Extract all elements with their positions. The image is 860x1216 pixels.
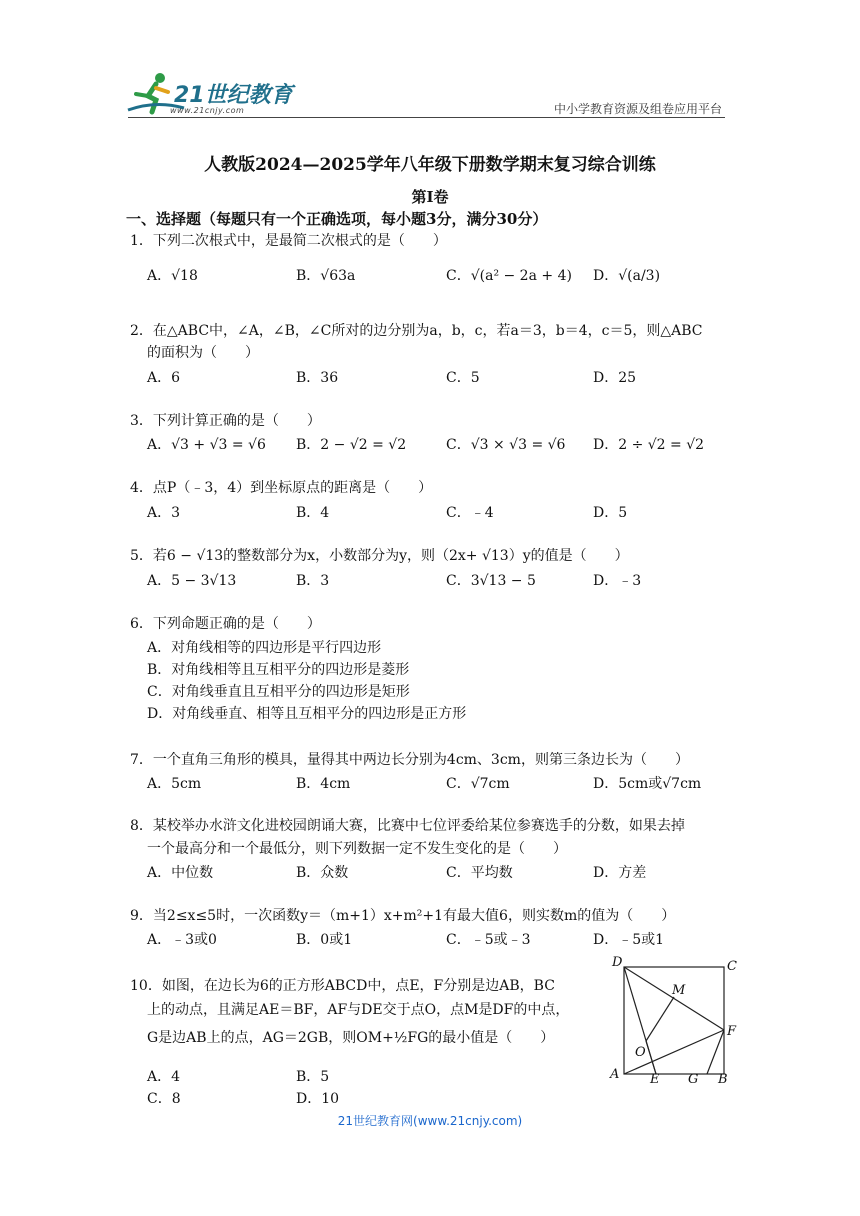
question-10-stem: 10．如图，在边长为6的正方形ABCD中，点E，F分别是边AB，BC: [130, 978, 555, 994]
question-9-option-d: D．﹣5或1: [593, 932, 665, 948]
question-5-option-a: A．5 − 3√13: [147, 573, 237, 589]
segment-om: [646, 997, 674, 1041]
header-platform-text: 中小学教育资源及组卷应用平台: [553, 102, 722, 116]
section-heading: 一、选择题（每题只有一个正确选项，每小题3分，满分30分）: [126, 210, 548, 228]
question-5-option-b: B．3: [296, 573, 330, 589]
question-3-option-b: B．2 − √2 = √2: [296, 437, 407, 453]
question-10-stem-line2: 上的动点，且满足AE＝BF，AF与DE交于点O，点M是DF的中点，: [147, 1002, 570, 1018]
question-8-stem: 8．某校举办水浒文化进校园朗诵大赛，比赛中七位评委给某位参赛选手的分数，如果去掉: [130, 818, 685, 834]
question-2-option-d: D．25: [593, 370, 637, 386]
question-6-option-b: B．对角线相等且互相平分的四边形是菱形: [147, 662, 410, 678]
question-10-option-d: D．10: [296, 1091, 340, 1107]
question-6-option-c: C．对角线垂直且互相平分的四边形是矩形: [147, 684, 410, 700]
question-3-option-d: D．2 ÷ √2 = √2: [593, 437, 705, 453]
label-a: A: [610, 1067, 620, 1082]
question-4-stem: 4．点P（﹣3，4）到坐标原点的距离是（ ）: [130, 480, 433, 496]
question-4-option-b: B．4: [296, 505, 330, 521]
question-8-option-a: A．中位数: [147, 865, 214, 881]
question-1-option-c: C．√(a² − 2a + 4): [446, 268, 572, 284]
question-7-option-a: A．5cm: [147, 776, 202, 792]
question-5-option-d: D．﹣3: [593, 573, 642, 589]
question-4-option-d: D．5: [593, 505, 628, 521]
question-2-option-c: C．5: [446, 370, 480, 386]
header-divider: [128, 117, 725, 118]
question-2-option-a: A．6: [147, 370, 181, 386]
question-9-stem: 9．当2≤x≤5时，一次函数y＝（m+1）x+m²+1有最大值6，则实数m的值为（ ）: [130, 908, 676, 924]
question-5-stem: 5．若6 − √13的整数部分为x，小数部分为y，则（2x+ √13）y的值是（ ）: [130, 548, 629, 564]
question-1-option-d: D．√(a/3): [593, 268, 661, 284]
question-10-option-c: C．8: [147, 1091, 181, 1107]
question-2-stem: 2．在△ABC中，∠A，∠B，∠C所对的边分别为a，b，c，若a＝3，b＝4，c＝5，则△ABC: [130, 323, 703, 339]
question-4-option-c: C．﹣4: [446, 505, 494, 521]
label-d: D: [612, 955, 623, 970]
question-1-option-a: A．√18: [147, 268, 198, 284]
question-7-option-d: D．5cm或√7cm: [593, 776, 702, 792]
page-title: 人教版2024—2025学年八年级下册数学期末复习综合训练: [204, 155, 656, 175]
question-10-option-b: B．5: [296, 1069, 330, 1085]
logo-text: 21世纪教育: [174, 83, 293, 108]
question-9-option-b: B．0或1: [296, 932, 353, 948]
question-8-stem-line2: 一个最高分和一个最低分，则下列数据一定不发生变化的是（ ）: [147, 841, 567, 857]
label-g: G: [688, 1072, 699, 1087]
question-4-option-a: A．3: [147, 505, 181, 521]
segment-oe: [646, 1041, 656, 1074]
page-footer: 21世纪教育网(www.21cnjy.com): [337, 1114, 523, 1128]
logo: [126, 70, 296, 116]
question-6-stem: 6．下列命题正确的是（ ）: [130, 616, 321, 632]
question-8-option-c: C．平均数: [446, 865, 513, 881]
question-8-option-b: B．众数: [296, 865, 349, 881]
question-9-option-a: A．﹣3或0: [147, 932, 217, 948]
question-3-stem: 3．下列计算正确的是（ ）: [130, 413, 321, 429]
question-7-option-b: B．4cm: [296, 776, 351, 792]
page-subtitle: 第Ⅰ卷: [411, 188, 449, 206]
question-10-stem-line3: G是边AB上的点，AG＝2GB，则OM+½FG的最小值是（ ）: [147, 1030, 555, 1046]
question-10-option-a: A．4: [147, 1069, 181, 1085]
label-f: F: [727, 1024, 737, 1039]
question-9-option-c: C．﹣5或﹣3: [446, 932, 531, 948]
question-6-option-a: A．对角线相等的四边形是平行四边形: [147, 640, 382, 656]
question-1-stem: 1．下列二次根式中，是最简二次根式的是（ ）: [130, 233, 447, 249]
question-2-option-b: B．36: [296, 370, 339, 386]
label-m: M: [672, 983, 686, 998]
segment-df: [624, 967, 724, 1030]
label-c: C: [727, 959, 737, 974]
question-2-stem-line2: 的面积为（ ）: [147, 345, 259, 361]
question-1-option-b: B．√63a: [296, 268, 356, 284]
logo-url: www.21cnjy.com: [170, 106, 245, 115]
label-e: E: [650, 1072, 660, 1087]
label-o: O: [635, 1045, 646, 1060]
question-8-option-d: D．方差: [593, 865, 647, 881]
question-7-option-c: C．√7cm: [446, 776, 510, 792]
question-3-option-a: A．√3 + √3 = √6: [147, 437, 266, 453]
square-geometry-figure: [606, 952, 746, 1087]
label-b: B: [718, 1072, 728, 1087]
question-3-option-c: C．√3 × √3 = √6: [446, 437, 566, 453]
question-7-stem: 7．一个直角三角形的模具，量得其中两边长分别为4cm、3cm，则第三条边长为（ ）: [130, 752, 689, 768]
question-6-option-d: D．对角线垂直、相等且互相平分的四边形是正方形: [147, 706, 467, 722]
question-5-option-c: C．3√13 − 5: [446, 573, 536, 589]
